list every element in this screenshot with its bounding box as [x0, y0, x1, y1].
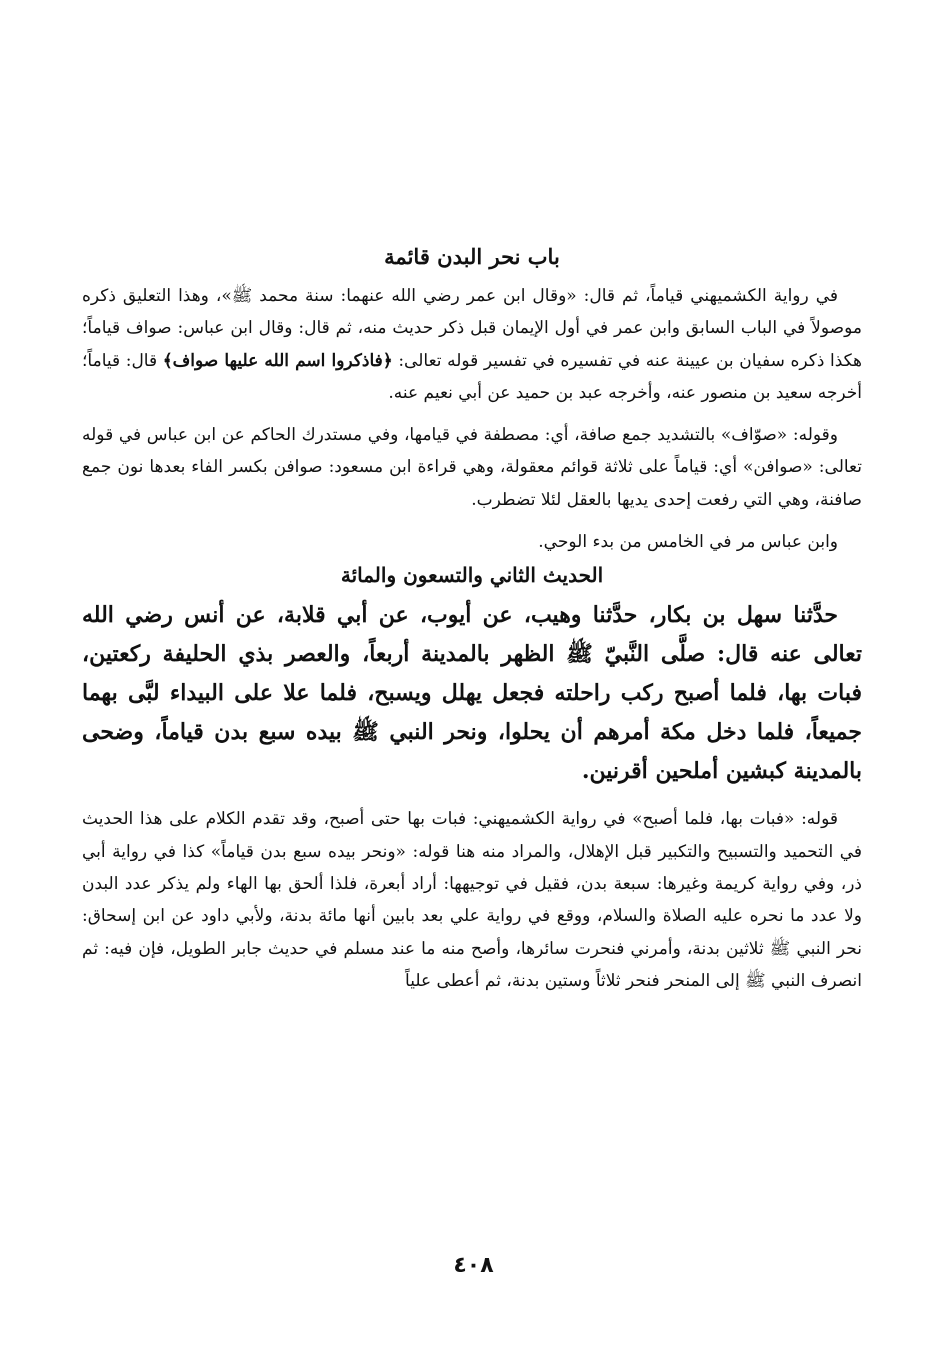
paragraph-text: قال: قياماً؛ أخرجه سعيد بن منصور عنه، وأخرجه عبد بن حميد عن أبي نعيم عنه.: [82, 350, 862, 403]
chapter-title: باب نحر البدن قائمة: [384, 244, 560, 269]
paragraph-commentary-3: وابن عباس مر في الخامس من بدء الوحي.: [538, 532, 838, 553]
page-number: ٤٠٨: [453, 1253, 494, 1278]
section-title: الحديث الثاني والتسعون والمائة: [340, 563, 604, 588]
quran-verse: ﴿فاذكروا اسم الله عليها صواف﴾: [162, 350, 393, 371]
paragraph-commentary-2: وقوله: «صوّاف» بالتشديد جمع صافة، أي: مصطفة في قيامها، وفي مستدرك الحاكم عن ابن عباس في قوله تعالى: «صوافن» أي: قياماً على ثلاثة قوائم معقولة، وهي قراءة ابن مسعود: صوافن بكسر الفاء بعدها نون جمع صافنة، وهي التي رفعت إحدى يديها بالعقل لئلا تضطرب.: [82, 425, 862, 510]
paragraph-commentary-1: [82, 280, 862, 409]
hadith-text: حدَّثنا سهل بن بكار، حدَّثنا وهيب، عن أيوب، عن أبي قلابة، عن أنس رضي الله تعالى عنه قال: صلَّى النَّبيّ ﷺ الظهر بالمدينة أربعاً، والعصر بذي الحليفة ركعتين، فبات بها، فلما أصبح ركب راحلته فجعل يهلل ويسبح، فلما علا على البيداء لبَّى بهما جميعاً، فلما دخل مكة أمرهم أن يحلوا، ونحر النبي ﷺ بيده سبع بدن قياماً، وضحى بالمدينة كبشين أملحين أقرنين.: [82, 602, 862, 785]
paragraph-text: في رواية الكشميهني قياماً، ثم قال: «وقال ابن عمر رضي الله عنهما: سنة محمد ﷺ»، وهذا التعليق ذكره موصولاً في الباب السابق وابن عمر في أول الإيمان قبل ذكر حديث منه، ثم قال: وقال ابن عباس: صواف قياماً؛ هكذا ذكره سفيان بن عيينة عنه في تفسيره في تفسير قوله تعالى:: [82, 286, 862, 371]
paragraph-commentary-4: قوله: «فبات بها، فلما أصبح» في رواية الكشميهني: فبات بها حتى أصبح، وقد تقدم الكلام على هذا الحديث في التحميد والتسبيح والتكبير قبل الإهلال، والمراد منه هنا قوله: «ونحر بيده سبع بدن قياماً» كذا في رواية أبي ذر، وفي رواية كريمة وغيرها: سبعة بدن، فقيل في توجيهها: أراد أبعرة، فلذا ألحق بها الهاء ولم يذكر عدد البدن ولا عدد ما نحره عليه الصلاة والسلام، ووقع في رواية علي بعد بابين أنها مائة بدنة، ولأبي داود عن ابن إسحاق: نحر النبي ﷺ ثلاثين بدنة، وأمرني فنحرت سائرها، وأصح منه ما عند مسلم في حديث جابر الطويل، فإن فيه: ثم انصرف النبي ﷺ إلى المنحر فنحر ثلاثاً وستين بدنة، ثم أعطى علياً: [82, 809, 862, 991]
page-body: [82, 240, 862, 997]
